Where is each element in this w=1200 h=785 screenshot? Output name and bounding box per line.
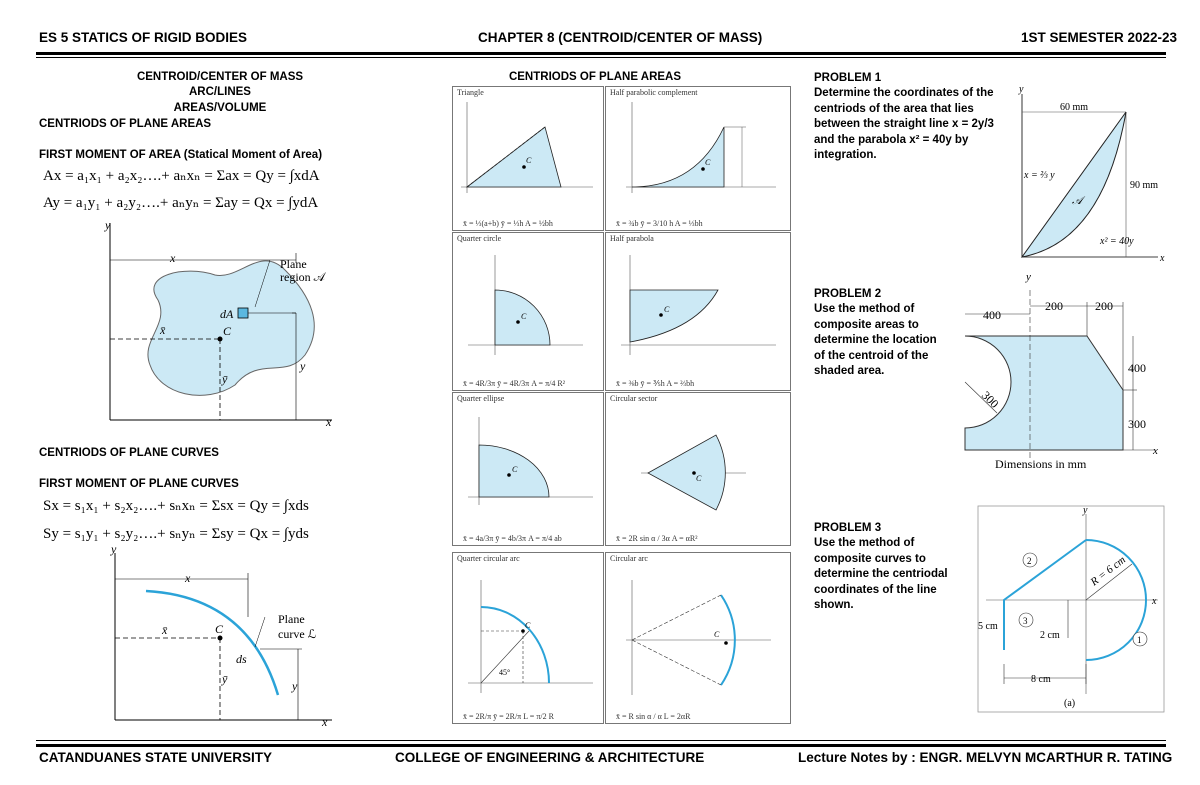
fig2-C-label: C (215, 622, 224, 636)
title-areas-volume: AREAS/VOLUME (173, 102, 267, 114)
equation-sx: Sx = s₁x₁ + s₂x₂….+ sₙxₙ = Σsx = Qy = ∫xds (43, 498, 309, 514)
problem-2-text (814, 302, 954, 380)
problem-2-line: determine the location (814, 334, 937, 346)
half-parabola-diagram (606, 245, 790, 375)
footer-university: CATANDUANES STATE UNIVERSITY (39, 750, 273, 765)
footer-college: COLLEGE OF ENGINEERING & ARCHITECTURE (395, 750, 705, 765)
panel-circular-sector-formula: x̄ = 2R sin α / 3α A = αR² (616, 534, 698, 543)
problem-1-line: between the straight line x = 2y/3 (814, 118, 994, 130)
fig1-x-label: x (170, 251, 176, 265)
panel-circular-sector-label: Circular sector (610, 394, 658, 403)
svg-text:C: C (705, 158, 711, 167)
p1-area-label: 𝒜 (1072, 195, 1083, 207)
circular-sector-diagram (606, 405, 790, 530)
header-course: ES 5 STATICS OF RIGID BODIES (39, 30, 248, 45)
title-centroid: CENTROID/CENTER OF MASS (136, 71, 304, 83)
first-moment-curves-heading: FIRST MOMENT OF PLANE CURVES (39, 478, 239, 490)
problem-1-line: integration. (814, 149, 877, 161)
p2-dim-400: 400 (983, 308, 1001, 322)
svg-text:C: C (664, 305, 670, 314)
section-plane-curves: CENTRIODS OF PLANE CURVES (39, 447, 219, 459)
plane-region-figure (100, 215, 340, 430)
panel-circular-arc-formula: x̄ = R sin α / α L = 2αR (616, 712, 691, 721)
panel-circular-arc-label: Circular arc (610, 554, 648, 563)
section-plane-areas: CENTRIODS OF PLANE AREAS (39, 118, 212, 130)
quarter-ellipse-diagram (453, 405, 603, 530)
footer-rule-thin (36, 740, 1166, 741)
svg-text:C: C (714, 630, 720, 639)
panel-quarter-circular-arc (452, 552, 604, 724)
p1-parabola-label: x² = 40y (1100, 236, 1134, 247)
fig1-ybar-label: ȳ (222, 372, 228, 386)
problem-1-line: and the parabola x² = 40y by (814, 133, 969, 146)
panel-triangle-formula: x̄ = ⅓(a+b) ȳ = ⅓h A = ½bh (463, 219, 553, 228)
fig2-plane-label: Plane (278, 612, 305, 626)
problem-1-line: Determine the coordinates of the (814, 87, 994, 99)
fig2-ds-label: ds (236, 652, 247, 666)
plane-curve-figure (100, 545, 340, 730)
first-moment-area-heading: FIRST MOMENT OF AREA (Statical Moment of Area) (39, 149, 323, 161)
problem-2-line: Use the method of (814, 303, 915, 315)
svg-text:C: C (521, 312, 527, 321)
p2-dim-200b: 200 (1095, 299, 1113, 313)
p3-radius-label: R = 6 cm (1088, 553, 1128, 589)
p2-units-label: Dimensions in mm (995, 457, 1087, 471)
equation-ax: Ax = a₁x₁ + a₂x₂….+ aₙxₙ = Σax = Qy = ∫xdA (43, 168, 320, 184)
problem-3-line: shown. (814, 599, 854, 611)
fig2-xbar-label: x̄ (162, 623, 168, 637)
p1-height-dim: 90 mm (1130, 180, 1159, 191)
problem-1-title: PROBLEM 1 (814, 72, 882, 84)
panel-quarter-ellipse-formula: x̄ = 4a/3π ȳ = 4b/3π A = π/4 ab (463, 534, 562, 543)
p3-segment-1: 1 (1137, 635, 1142, 645)
panel-half-parabola (605, 232, 791, 391)
problem-3-line: Use the method of (814, 537, 915, 549)
header-rule (36, 52, 1166, 55)
problem-1-figure (1008, 82, 1170, 267)
fig1-xbar-label: x̄ (160, 323, 166, 337)
p3-dim-8cm: 8 cm (1031, 674, 1051, 685)
problem-3-line: determine the centriodal (814, 568, 948, 580)
p3-dim-2cm: 2 cm (1040, 630, 1060, 641)
problem-2-title: PROBLEM 2 (814, 288, 882, 300)
triangle-diagram (453, 97, 603, 217)
p1-x-axis: x (1160, 253, 1165, 264)
header-rule-thin (36, 57, 1166, 58)
panel-half-parabola-label: Half parabola (610, 234, 654, 243)
panel-triangle-label: Triangle (457, 88, 484, 97)
panel-hpc-label: Half parabolic complement (610, 88, 698, 97)
p3-segment-2: 2 (1027, 556, 1032, 566)
p3-caption: (a) (1064, 698, 1076, 709)
svg-text:C: C (526, 156, 532, 165)
panel-half-parabolic-complement (605, 86, 791, 231)
footer-author: Lecture Notes by : ENGR. MELVYN MCARTHUR R. TATING (798, 750, 1173, 765)
fig2-x-axis-label: x (322, 715, 328, 729)
panel-circular-sector (605, 392, 791, 546)
fig2-ybar-label: ȳ (222, 672, 228, 686)
problem-1-line: centriods of the area that lies (814, 102, 974, 115)
problem-2-line: composite areas to (814, 318, 919, 331)
problem-3-figure (976, 504, 1166, 714)
problem-3-title: PROBLEM 3 (814, 522, 882, 534)
fig1-C-label: C (223, 324, 232, 338)
p1-y-axis: y (1019, 84, 1024, 95)
svg-text:C: C (525, 621, 531, 630)
p1-width-dim: 60 mm (1060, 102, 1089, 113)
fig1-y-dim-label: y (300, 359, 306, 373)
p2-dim-300v: 300 (1128, 417, 1146, 431)
problem-2-figure (955, 268, 1165, 473)
title-arc-lines: ARC/LINES (189, 86, 251, 98)
fig2-curve-label: curve ℒ (278, 627, 317, 641)
fig1-region-label: region 𝒜 (280, 270, 326, 284)
panel-triangle (452, 86, 604, 231)
header-semester: 1ST SEMESTER 2022-23 (1021, 30, 1178, 45)
fig1-y-axis-label: y (105, 218, 111, 232)
footer-rule (36, 744, 1166, 747)
panel-quarter-arc-formula: x̄ = 2R/π ȳ = 2R/π L = π/2 R (463, 712, 554, 721)
problem-2-line: shaded area. (814, 365, 885, 377)
fig1-x-axis-label: x (326, 415, 332, 429)
panel-quarter-arc-label: Quarter circular arc (457, 554, 520, 563)
p3-x-axis: x (1152, 596, 1157, 607)
svg-text:C: C (512, 465, 518, 474)
fig2-x-label: x (185, 571, 191, 585)
problem-3-line: coordinates of the line (814, 583, 937, 596)
p3-dim-5cm: 5 cm (978, 621, 998, 632)
panel-quarter-circle (452, 232, 604, 391)
fig2-y-dim-label: y (292, 679, 298, 693)
problem-3-line: composite curves to (814, 552, 926, 565)
panel-quarter-circle-formula: x̄ = 4R/3π ȳ = 4R/3π A = π/4 R² (463, 379, 566, 388)
equation-sy: Sy = s₁y₁ + s₂y₂….+ sₙyₙ = Σsy = Qx = ∫yds (43, 526, 309, 542)
p2-radius-300: 300 (978, 388, 1002, 411)
p3-segment-3: 3 (1023, 616, 1028, 626)
p3-y-axis: y (1083, 505, 1088, 516)
panel-hpc-formula: x̄ = ¾b ȳ = 3/10 h A = ⅓bh (616, 219, 703, 228)
p2-dim-400v: 400 (1128, 361, 1146, 375)
problem-1-text (814, 86, 1004, 164)
mid-title: CENTRIODS OF PLANE AREAS (508, 71, 682, 83)
panel-quarter-circle-label: Quarter circle (457, 234, 502, 243)
panel-circular-arc (605, 552, 791, 724)
problem-3-text (814, 536, 964, 614)
fig2-y-axis-label: y (111, 545, 117, 556)
panel-half-parabola-formula: x̄ = ⅜b ȳ = ⅗h A = ⅔bh (616, 379, 695, 388)
p2-y-axis: y (1026, 271, 1031, 283)
problem-2-line: of the centroid of the (814, 349, 929, 362)
p1-line-label: x = ⅔ y (1024, 170, 1055, 181)
svg-text:C: C (696, 474, 702, 483)
equation-ay: Ay = a₁y₁ + a₂y₂….+ aₙyₙ = Σay = Qx = ∫ydA (43, 195, 319, 211)
p2-dim-200a: 200 (1045, 299, 1063, 313)
quarter-circle-diagram (453, 245, 603, 375)
half-parabolic-complement-diagram (606, 97, 790, 217)
svg-text:45°: 45° (499, 668, 511, 677)
quarter-circular-arc-diagram (453, 565, 603, 705)
header-chapter: CHAPTER 8 (CENTROID/CENTER OF MASS) (478, 30, 763, 45)
circular-arc-diagram (606, 565, 790, 705)
fig1-dA-label: dA (220, 307, 234, 321)
panel-quarter-ellipse-label: Quarter ellipse (457, 394, 505, 403)
fig1-plane-label: Plane (280, 257, 307, 271)
panel-quarter-ellipse (452, 392, 604, 546)
p2-x-axis: x (1153, 445, 1158, 457)
